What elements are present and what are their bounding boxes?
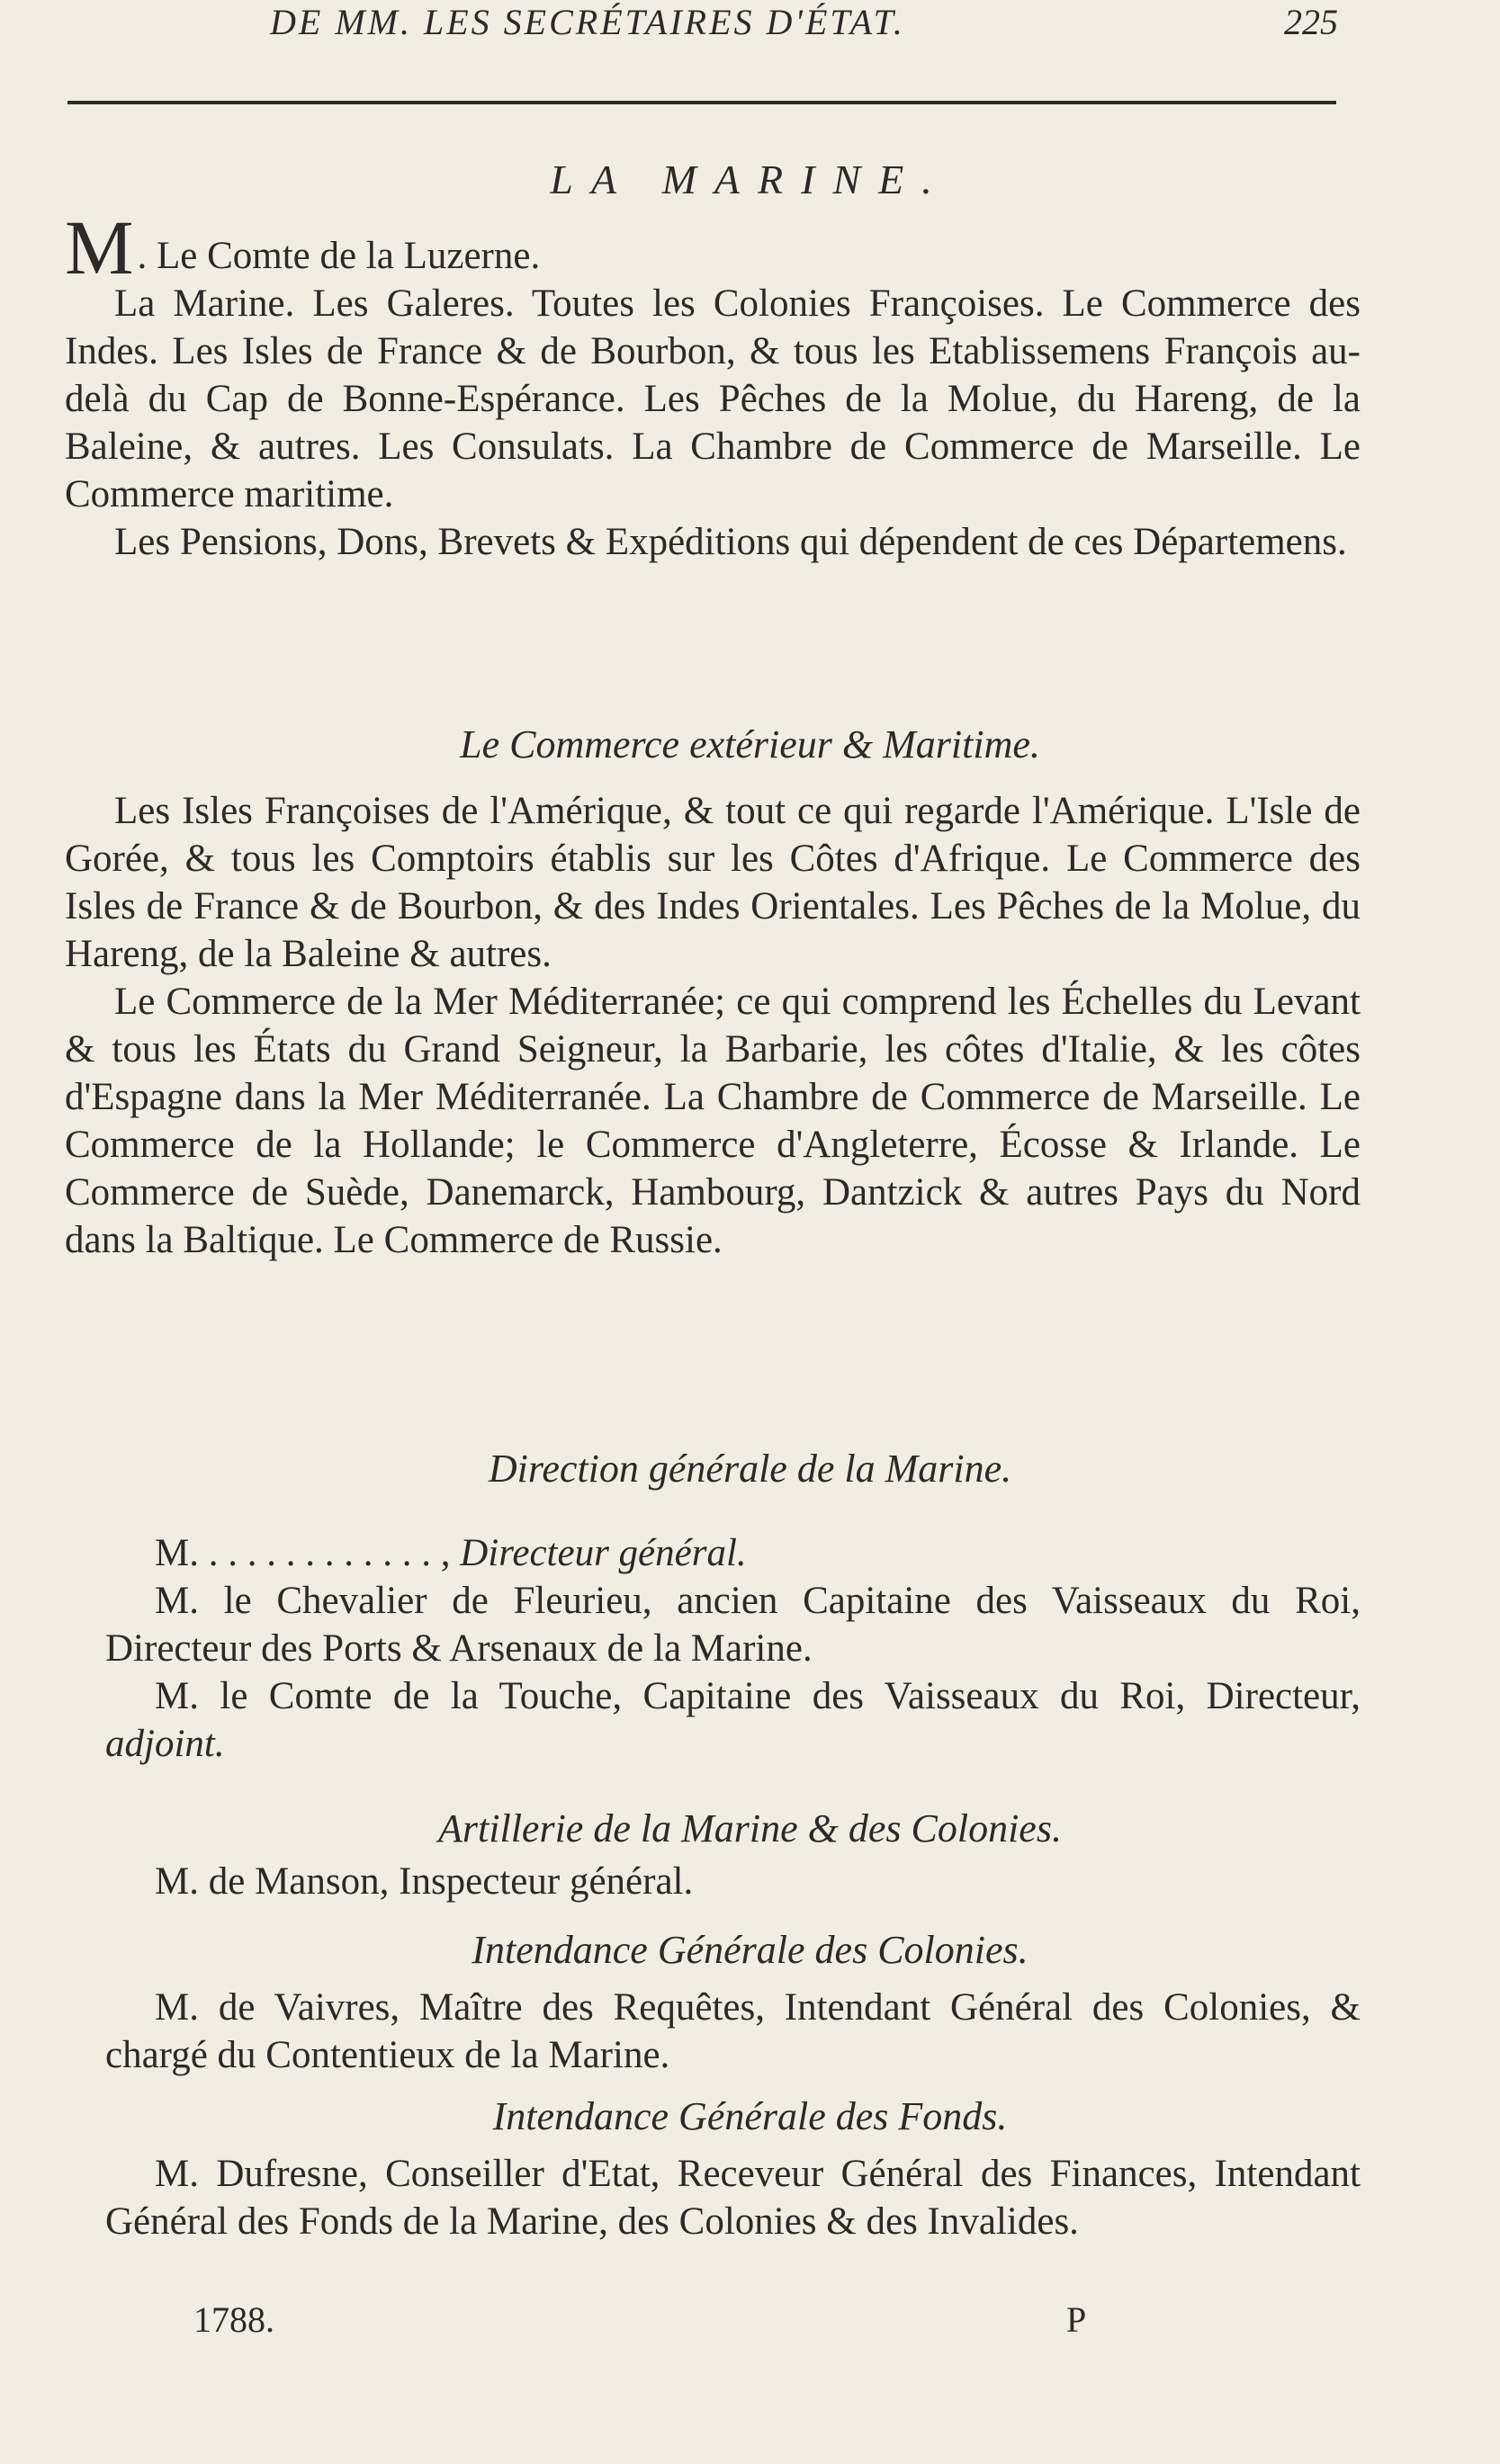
- entry-role: Directeur général.: [460, 1532, 747, 1574]
- direction-entry: [65, 1529, 1361, 1577]
- running-header: [270, 0, 1338, 50]
- direction-block: [65, 1529, 1361, 1768]
- intendance-fonds-heading: Intendance Générale des Fonds.: [492, 2094, 1008, 2138]
- direction-heading: Direction générale de la Marine.: [488, 1447, 1012, 1491]
- running-title: DE MM. LES SECRÉTAIRES D'ÉTAT.: [270, 2, 905, 42]
- commerce-block: [65, 787, 1361, 1264]
- intro-paragraph: Les Pensions, Dons, Brevets & Expéditions qui dépendent de ces Départemens.: [114, 521, 1347, 563]
- entry-text: M. le Comte de la Touche, Capitaine des Vaisseaux du Roi, Directeur,: [155, 1675, 1361, 1717]
- minister-name: . Le Comte de la Luzerne.: [137, 235, 541, 277]
- direction-entry: [65, 1672, 1361, 1768]
- page-footer: [0, 2298, 1500, 2361]
- footer-year: 1788.: [193, 2299, 274, 2340]
- entry-role: adjoint.: [105, 1723, 225, 1765]
- intendance-fonds-entry: M. Dufresne, Conseiller d'Etat, Receveur Général des Finances, Intendant Général des Fonds de la Marine, des Colonies & des Invalides.: [105, 2153, 1361, 2243]
- intendance-colonies-block: [65, 1984, 1361, 2079]
- intro-block: [65, 204, 1361, 566]
- signature-mark: P: [1066, 2299, 1087, 2340]
- artillerie-heading: Artillerie de la Marine & des Colonies.: [438, 1806, 1062, 1850]
- section-title: LA MARINE.: [550, 157, 950, 202]
- header-rule: [67, 101, 1336, 104]
- page-number: 225: [1284, 2, 1338, 42]
- intendance-colonies-heading: Intendance Générale des Colonies.: [472, 1928, 1028, 1972]
- entry-text: M. le Chevalier de Fleurieu, ancien Capitaine des Vaisseaux du Roi, Directeur des Ports & Arsenaux de la Marine.: [105, 1580, 1361, 1670]
- drop-cap: M: [65, 204, 134, 291]
- direction-entry: [65, 1577, 1361, 1672]
- artillerie-block: [65, 1858, 1361, 1905]
- intro-paragraph: La Marine. Les Galeres. Toutes les Colonies Françoises. Le Commerce des Indes. Les Isles de France & de Bourbon, & tous les Etablissemens François au-delà du Cap de Bonne-Espérance. Les Pêches de la Molue, du Hareng, de la Baleine, & autres. Les Consulats. La Chambre de Commerce de Marseille. Le Commerce maritime.: [65, 282, 1361, 515]
- intendance-fonds-block: [65, 2150, 1361, 2245]
- commerce-paragraph: Le Commerce de la Mer Méditerranée; ce qui comprend les Échelles du Levant & tous les États du Grand Seigneur, la Barbarie, les côtes d'Italie, & les côtes d'Espagne dans la Mer Méditerranée. La Chambre de Commerce de Marseille. Le Commerce de la Hollande; le Commerce d'Angleterre, Écosse & Irlande. Le Commerce de Suède, Danemarck, Hambourg, Dantzick & autres Pays du Nord dans la Baltique. Le Commerce de Russie.: [65, 981, 1361, 1261]
- commerce-heading: Le Commerce extérieur & Maritime.: [460, 722, 1040, 766]
- entry-text: M. . . . . . . . . . . . . ,: [155, 1532, 451, 1574]
- artillerie-entry: M. de Manson, Inspecteur général.: [155, 1860, 694, 1903]
- commerce-paragraph: Les Isles Françoises de l'Amérique, & tout ce qui regarde l'Amérique. L'Isle de Gorée, & tous les Comptoirs établis sur les Côtes d'Afrique. Le Commerce des Isles de France & de Bourbon, & des Indes Orientales. Les Pêches de la Molue, du Hareng, de la Baleine & autres.: [65, 790, 1361, 975]
- minister-line: [65, 204, 1361, 291]
- intendance-colonies-entry: M. de Vaivres, Maître des Requêtes, Intendant Général des Colonies, & chargé du Contentieux de la Marine.: [105, 1986, 1361, 2076]
